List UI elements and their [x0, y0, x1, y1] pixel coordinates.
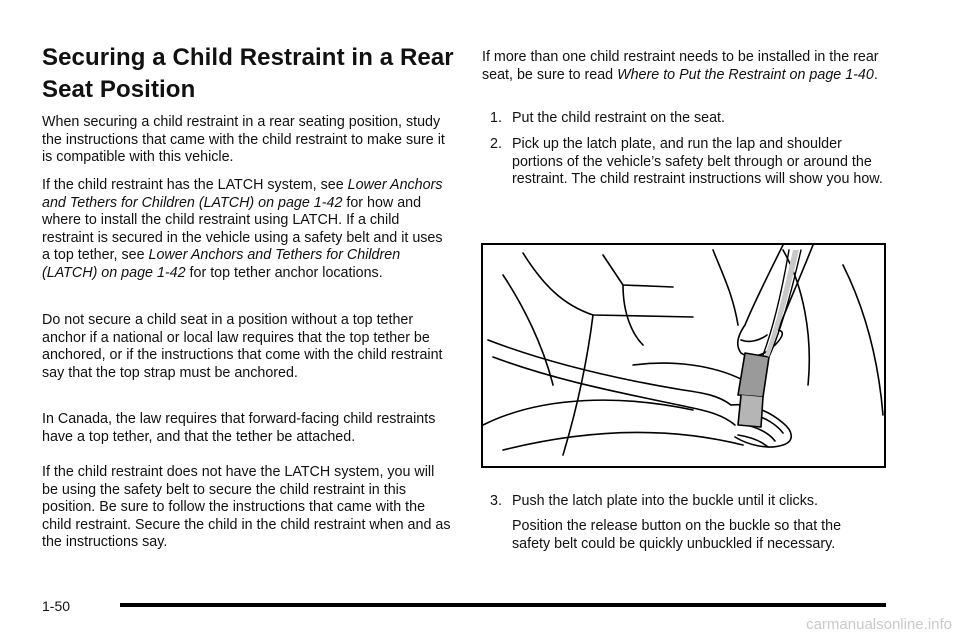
- canada-paragraph: In Canada, the law requires that forward-facing child restraints have a top tether, and that the tether be attached.: [42, 411, 436, 445]
- multiple-restraints-paragraph: [482, 49, 887, 84]
- where-to-put-reference-link[interactable]: Where to Put the Restraint on page 1-40: [617, 66, 874, 83]
- step-number: 3.: [490, 493, 502, 509]
- no-latch-paragraph: If the child restraint does not have the LATCH system, you will be using the safety belt to secure the child restraint in this position. Be sure to follow the instructions that came with the child restraint. Secure the child in the child restraint when and as the instructions say.: [42, 464, 451, 550]
- latch-paragraph: [42, 177, 452, 282]
- latch-reference-link-2[interactable]: Lower Anchors and Tethers for Children (LATCH) on page 1-42: [42, 247, 401, 281]
- intro-paragraph: When securing a child restraint in a rear seating position, study the instructions that came with the child restraint to make sure it is compatible with this vehicle.: [42, 114, 445, 165]
- tether-law-paragraph: Do not secure a child seat in a position without a top tether anchor if a national or local law requires that the top tether be anchored, or if the instructions that come with the child restraint say that the top strap must be anchored.: [42, 312, 443, 381]
- latch-reference-link-1[interactable]: Lower Anchors and Tethers for Children (LATCH) on page 1-42: [42, 177, 443, 211]
- footer-rule: [120, 603, 886, 607]
- watermark: carmanualsonline.info: [806, 616, 952, 633]
- step-3: [490, 493, 890, 511]
- hands-buckling-seatbelt-drawing: [483, 245, 884, 466]
- seatbelt-illustration: [481, 243, 886, 468]
- step-text: Push the latch plate into the buckle until it clicks.: [512, 493, 818, 509]
- multiple-text-b: .: [873, 66, 878, 83]
- latch-text-a: If the child restraint has the LATCH system, see: [42, 177, 348, 193]
- step-text: Put the child restraint on the seat.: [512, 110, 725, 126]
- step-text: Pick up the latch plate, and run the lap and shoulder portions of the vehicle’s safety belt through or around the restraint. The child restraint instructions will show you how.: [512, 136, 883, 187]
- latch-text-c: for top tether anchor locations.: [185, 264, 383, 281]
- latch-text-b: for how and where to install the child restraint using LATCH. If a child restraint is secured in the vehicle using a safety belt and it uses a top tether, see: [42, 194, 443, 263]
- page-number: 1-50: [42, 598, 71, 614]
- step-1: [490, 110, 890, 128]
- page-title: Securing a Child Restraint in a Rear Seat Position: [42, 44, 454, 103]
- release-button-note: Position the release button on the buckle so that the safety belt could be quickly unbuckled if necessary.: [512, 518, 842, 552]
- step-2: [490, 136, 890, 189]
- step-number: 2.: [490, 136, 502, 152]
- step-number: 1.: [490, 110, 502, 126]
- multiple-text-a: If more than one child restraint needs to be installed in the rear seat, be sure to read: [482, 49, 879, 83]
